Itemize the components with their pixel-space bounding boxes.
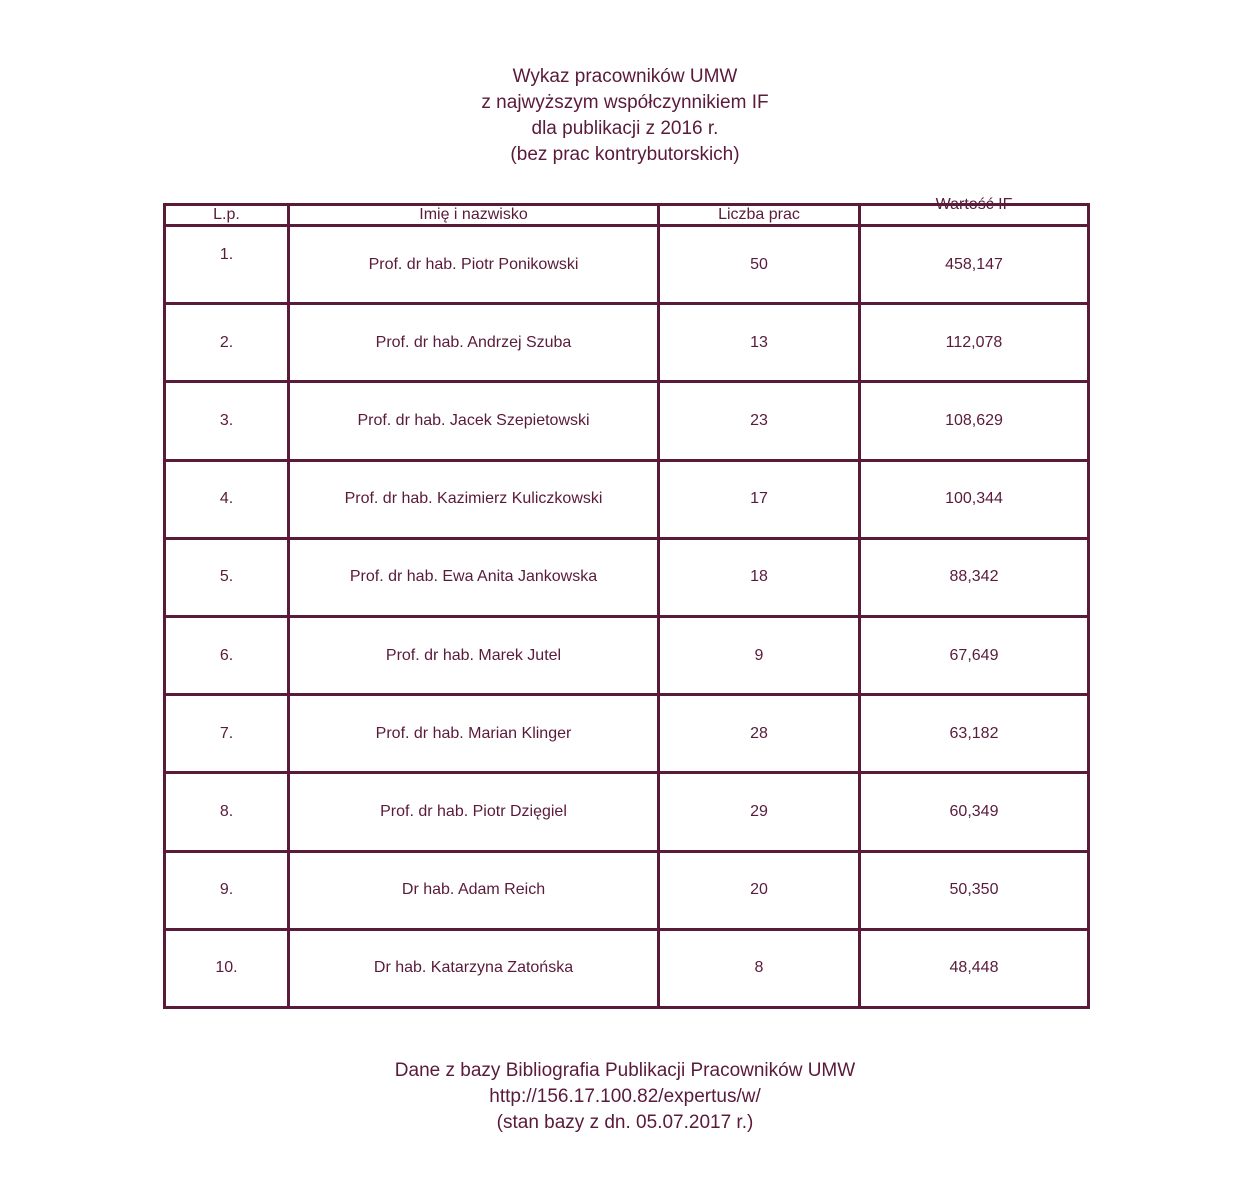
- cell-lp: 10.: [165, 929, 289, 1007]
- cell-if: 67,649: [860, 616, 1089, 694]
- cell-name: Prof. dr hab. Ewa Anita Jankowska: [289, 538, 659, 616]
- table-row: [165, 538, 1089, 616]
- cell-if: 88,342: [860, 538, 1089, 616]
- cell-lp: 9.: [165, 851, 289, 929]
- cell-name: Prof. dr hab. Marian Klinger: [289, 695, 659, 773]
- cell-if: 108,629: [860, 382, 1089, 460]
- cell-count: 8: [659, 929, 860, 1007]
- cell-count: 9: [659, 616, 860, 694]
- title-line-2: z najwyższym współczynnikiem IF: [481, 92, 769, 113]
- table-row: [165, 773, 1089, 851]
- table-row: [165, 226, 1089, 304]
- cell-lp: 7.: [165, 695, 289, 773]
- cell-name: Prof. dr hab. Jacek Szepietowski: [289, 382, 659, 460]
- cell-count: 23: [659, 382, 860, 460]
- cell-name: Prof. dr hab. Marek Jutel: [289, 616, 659, 694]
- cell-lp: 6.: [165, 616, 289, 694]
- cell-name: Prof. dr hab. Piotr Dzięgiel: [289, 773, 659, 851]
- source-url: http://156.17.100.82/expertus/w/: [489, 1086, 761, 1107]
- table-row: [165, 304, 1089, 382]
- cell-if: 63,182: [860, 695, 1089, 773]
- cell-count: 50: [659, 226, 860, 304]
- cell-count: 20: [659, 851, 860, 929]
- table-row: [165, 695, 1089, 773]
- ranking-table: [163, 196, 1090, 1009]
- cell-name: Dr hab. Katarzyna Zatońska: [289, 929, 659, 1007]
- table-row: [165, 616, 1089, 694]
- source-note: [0, 1058, 1250, 1136]
- title-line-4: (bez prac kontrybutorskich): [510, 144, 740, 165]
- cell-name: Prof. dr hab. Piotr Ponikowski: [289, 226, 659, 304]
- header-if: Wartość IF: [860, 205, 1089, 226]
- cell-if: 48,448: [860, 929, 1089, 1007]
- cell-count: 18: [659, 538, 860, 616]
- cell-if: 112,078: [860, 304, 1089, 382]
- cell-name: Prof. dr hab. Andrzej Szuba: [289, 304, 659, 382]
- cell-lp: 4.: [165, 460, 289, 538]
- cell-lp: 5.: [165, 538, 289, 616]
- cell-lp: 1.: [165, 226, 289, 304]
- header-name: Imię i nazwisko: [289, 205, 659, 226]
- source-date: (stan bazy z dn. 05.07.2017 r.): [496, 1112, 754, 1133]
- table-row: [165, 851, 1089, 929]
- cell-if: 100,344: [860, 460, 1089, 538]
- cell-count: 29: [659, 773, 860, 851]
- cell-lp: 3.: [165, 382, 289, 460]
- table-header-row: [165, 205, 1089, 226]
- cell-if: 458,147: [860, 226, 1089, 304]
- cell-count: 13: [659, 304, 860, 382]
- title-line-3: dla publikacji z 2016 r.: [531, 118, 719, 139]
- cell-count: 17: [659, 460, 860, 538]
- cell-count: 28: [659, 695, 860, 773]
- cell-if: 50,350: [860, 851, 1089, 929]
- cell-if: 60,349: [860, 773, 1089, 851]
- title-line-1: Wykaz pracowników UMW: [512, 66, 738, 87]
- table-row: [165, 460, 1089, 538]
- header-lp: L.p.: [165, 205, 289, 226]
- table-row: [165, 929, 1089, 1007]
- cell-lp: 8.: [165, 773, 289, 851]
- header-count: Liczba prac: [659, 205, 860, 226]
- table-row: [165, 382, 1089, 460]
- document-title: [0, 64, 1250, 168]
- cell-name: Prof. dr hab. Kazimierz Kuliczkowski: [289, 460, 659, 538]
- cell-lp: 2.: [165, 304, 289, 382]
- cell-name: Dr hab. Adam Reich: [289, 851, 659, 929]
- source-line-1: Dane z bazy Bibliografia Publikacji Pracowników UMW: [394, 1060, 856, 1081]
